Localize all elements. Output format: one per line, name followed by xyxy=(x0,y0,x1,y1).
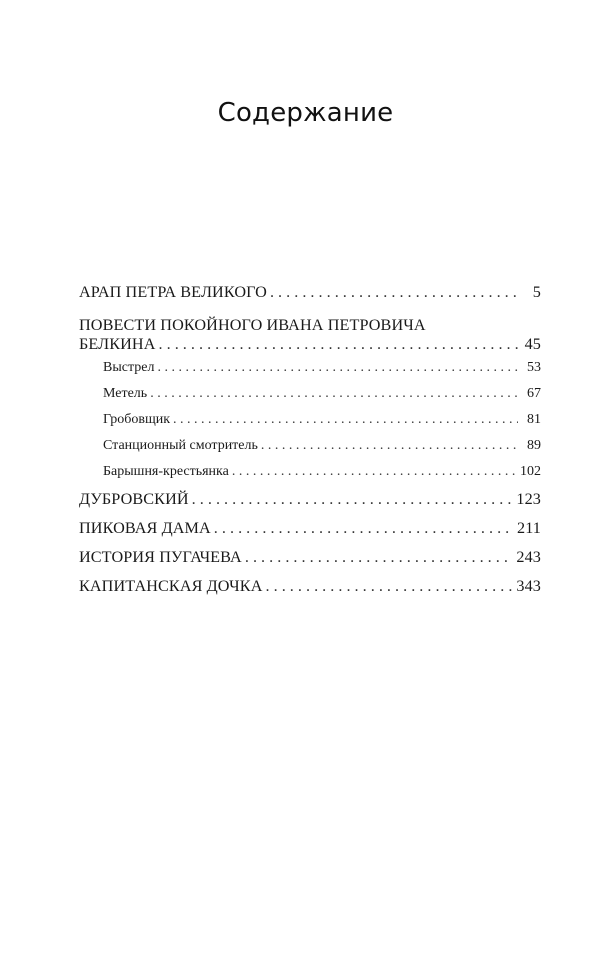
leader-dots xyxy=(245,548,514,567)
toc-entry-label-line2: БЕЛКИНА xyxy=(79,335,156,353)
toc-subentry-label: Барышня-крестьянка xyxy=(103,464,229,479)
leader-dots xyxy=(232,464,517,480)
leader-dots xyxy=(261,438,518,454)
toc-entry-belkin[interactable] xyxy=(79,316,541,354)
toc-entry-page: 243 xyxy=(516,548,541,566)
toc-entry-label: ПИКОВАЯ ДАМА xyxy=(79,519,211,537)
toc-subentry-label: Гробовщик xyxy=(103,412,171,427)
toc-entry-kapitanskaya-dochka[interactable] xyxy=(79,577,541,596)
toc-subentry-page: 89 xyxy=(527,438,541,453)
toc-entry-pugachev[interactable] xyxy=(79,548,541,567)
toc-subentry-smotritel[interactable] xyxy=(79,438,541,454)
toc-subentry-label: Станционный смотритель xyxy=(103,438,258,453)
leader-dots xyxy=(157,360,518,376)
toc-subentry-page: 102 xyxy=(520,464,541,479)
toc-entry-page: 5 xyxy=(532,283,541,301)
toc-subentry-page: 81 xyxy=(527,412,541,427)
toc-subentry-label: Выстрел xyxy=(103,360,155,375)
toc-entry-label: КАПИТАНСКАЯ ДОЧКА xyxy=(79,577,263,595)
toc-entry-page: 45 xyxy=(524,335,541,353)
leader-dots xyxy=(159,335,518,354)
leader-dots xyxy=(270,283,518,302)
toc-subentry-metel[interactable] xyxy=(79,386,541,402)
toc-entry-page: 123 xyxy=(516,490,541,508)
leader-dots xyxy=(173,412,518,428)
toc-subentry-grobovshchik[interactable] xyxy=(79,412,541,428)
toc-subentry-page: 53 xyxy=(527,360,541,375)
toc-subentry-page: 67 xyxy=(527,386,541,401)
toc-entry-pikovaya-dama[interactable] xyxy=(79,519,541,538)
toc-entry-label: ДУБРОВСКИЙ xyxy=(79,490,189,508)
toc-subentry-label: Метель xyxy=(103,386,148,401)
leader-dots xyxy=(192,490,514,509)
toc-entry-arap[interactable] xyxy=(79,283,541,302)
toc-entry-dubrovsky[interactable] xyxy=(79,490,541,509)
toc-subentry-vystrel[interactable] xyxy=(79,360,541,376)
toc-entry-label-line1: ПОВЕСТИ ПОКОЙНОГО ИВАНА ПЕТРОВИЧА xyxy=(79,316,426,334)
page-title: Содержание xyxy=(217,98,394,128)
toc-entry-label: ИСТОРИЯ ПУГАЧЕВА xyxy=(79,548,242,566)
leader-dots xyxy=(266,577,514,596)
table-of-contents xyxy=(79,283,541,596)
toc-entry-page: 343 xyxy=(516,577,541,595)
toc-entry-label: АРАП ПЕТРА ВЕЛИКОГО xyxy=(79,283,267,301)
leader-dots xyxy=(150,386,518,402)
toc-entry-page: 211 xyxy=(517,519,541,537)
toc-subentry-baryshnya[interactable] xyxy=(79,464,541,480)
leader-dots xyxy=(214,519,514,538)
